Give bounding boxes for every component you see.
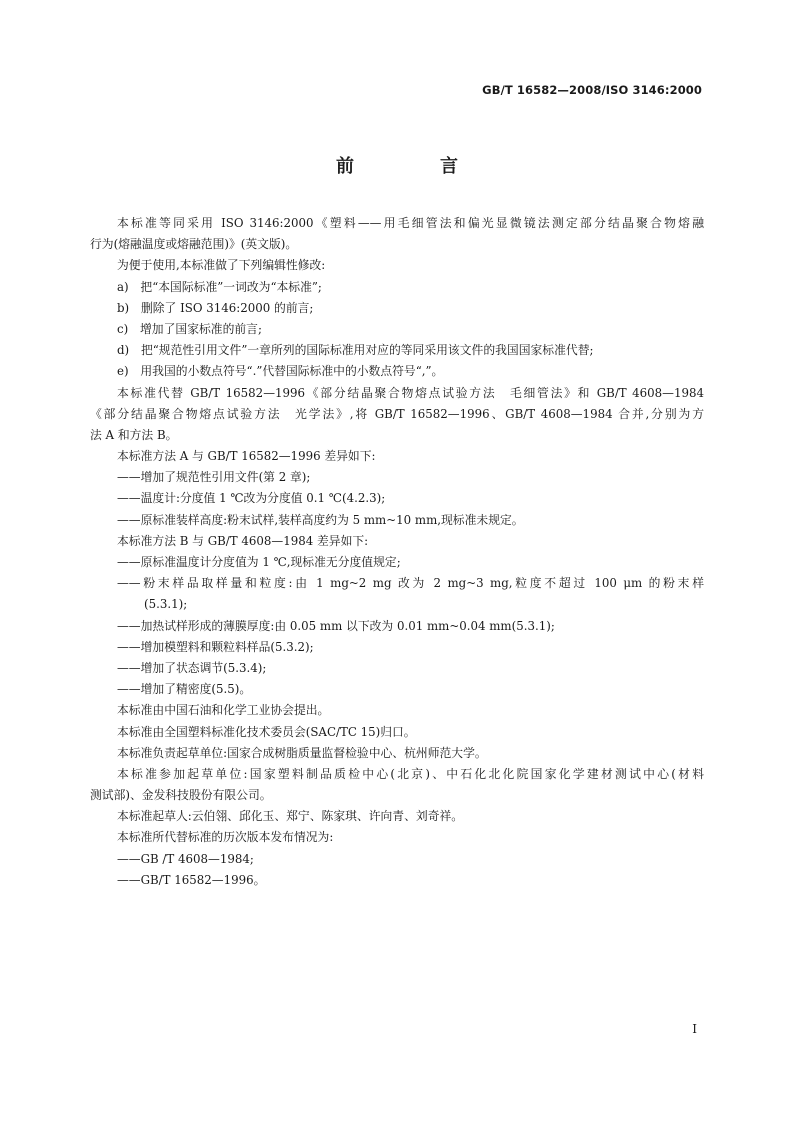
paragraph-line: 本标准由全国塑料标准化技术委员会(SAC/TC 15)归口。	[117, 724, 416, 739]
paragraph-line: 行为(熔融温度或熔融范围)》(英文版)。	[90, 237, 298, 252]
paragraph-line: 为便于使用,本标准做了下列编辑性修改:	[117, 258, 326, 273]
paragraph-line: 本标准代替 GB/T 16582—1996《部分结晶聚合物熔点试验方法 毛细管法》和 GB/T 4608—1984	[117, 385, 704, 400]
list-item: ——加热试样形成的薄膜厚度:由 0.05 mm 以下改为 0.01 mm~0.04 mm(5.3.1);	[117, 618, 555, 633]
list-item: e) 用我国的小数点符号“.”代替国际标准中的小数点符号“,”。	[117, 364, 444, 379]
paragraph-line: 本标准所代替标准的历次版本发布情况为:	[117, 830, 334, 845]
document-body	[90, 213, 704, 891]
list-item: ——温度计:分度值 1 ℃改为分度值 0.1 ℃(4.2.3);	[117, 491, 386, 506]
paragraph-line: 本标准由中国石油和化学工业协会提出。	[117, 703, 330, 718]
list-item: c) 增加了国家标准的前言;	[117, 321, 262, 336]
list-item: ——GB /T 4608—1984;	[117, 851, 254, 866]
paragraph-line: 本标准起草人:云伯翎、邱化玉、郑宁、陈家琪、许向青、刘奇祥。	[117, 809, 464, 824]
list-item: b) 删除了 ISO 3146:2000 的前言;	[117, 300, 314, 315]
list-item-continuation: (5.3.1);	[144, 597, 188, 612]
paragraph-line: 本标准等同采用 ISO 3146:2000《塑料——用毛细管法和偏光显微镜法测定部分结晶聚合物熔融	[117, 216, 704, 230]
page-title: 前 言	[336, 156, 492, 177]
list-item: ——增加了规范性引用文件(第 2 章);	[117, 470, 311, 485]
paragraph-line: 测试部)、金发科技股份有限公司。	[90, 788, 272, 803]
list-item: d) 把“规范性引用文件”一章所列的国际标准用对应的等同采用该文件的我国国家标准代替;	[117, 343, 594, 358]
list-item: ——增加了精密度(5.5)。	[117, 682, 252, 697]
paragraph-line: 本标准方法 B 与 GB/T 4608—1984 差异如下:	[117, 533, 369, 548]
list-item: ——原标准装样高度:粉末试样,装样高度约为 5 mm~10 mm,现标准未规定。	[117, 512, 524, 527]
paragraph-line: 本标准方法 A 与 GB/T 16582—1996 差异如下:	[117, 449, 376, 464]
list-item: ——增加了状态调节(5.3.4);	[117, 660, 267, 675]
list-item: ——GB/T 16582—1996。	[117, 872, 266, 887]
list-item: ——增加模塑料和颗粒料样品(5.3.2);	[117, 639, 314, 654]
paragraph-line: 《部分结晶聚合物熔点试验方法 光学法》,将 GB/T 16582—1996、GB/T 4608—1984 合并,分别为方	[90, 406, 704, 421]
standard-code-header: GB/T 16582—2008/ISO 3146:2000	[482, 83, 702, 97]
paragraph-line: 法 A 和方法 B。	[90, 427, 178, 442]
page-number: I	[692, 1022, 697, 1036]
list-item: a) 把“本国际标准”一词改为“本标准”;	[117, 279, 322, 294]
paragraph-line: 本标准负责起草单位:国家合成树脂质量监督检验中心、杭州师范大学。	[117, 745, 487, 760]
list-item: ——原标准温度计分度值为 1 ℃,现标准无分度值规定;	[117, 555, 401, 569]
list-item: ——粉末样品取样量和粒度:由 1 mg~2 mg 改为 2 mg~3 mg,粒度不超过 100 μm 的粉末样	[117, 576, 704, 591]
paragraph-line: 本标准参加起草单位:国家塑料制品质检中心(北京)、中石化北化院国家化学建材测试中心(材料	[117, 766, 704, 781]
